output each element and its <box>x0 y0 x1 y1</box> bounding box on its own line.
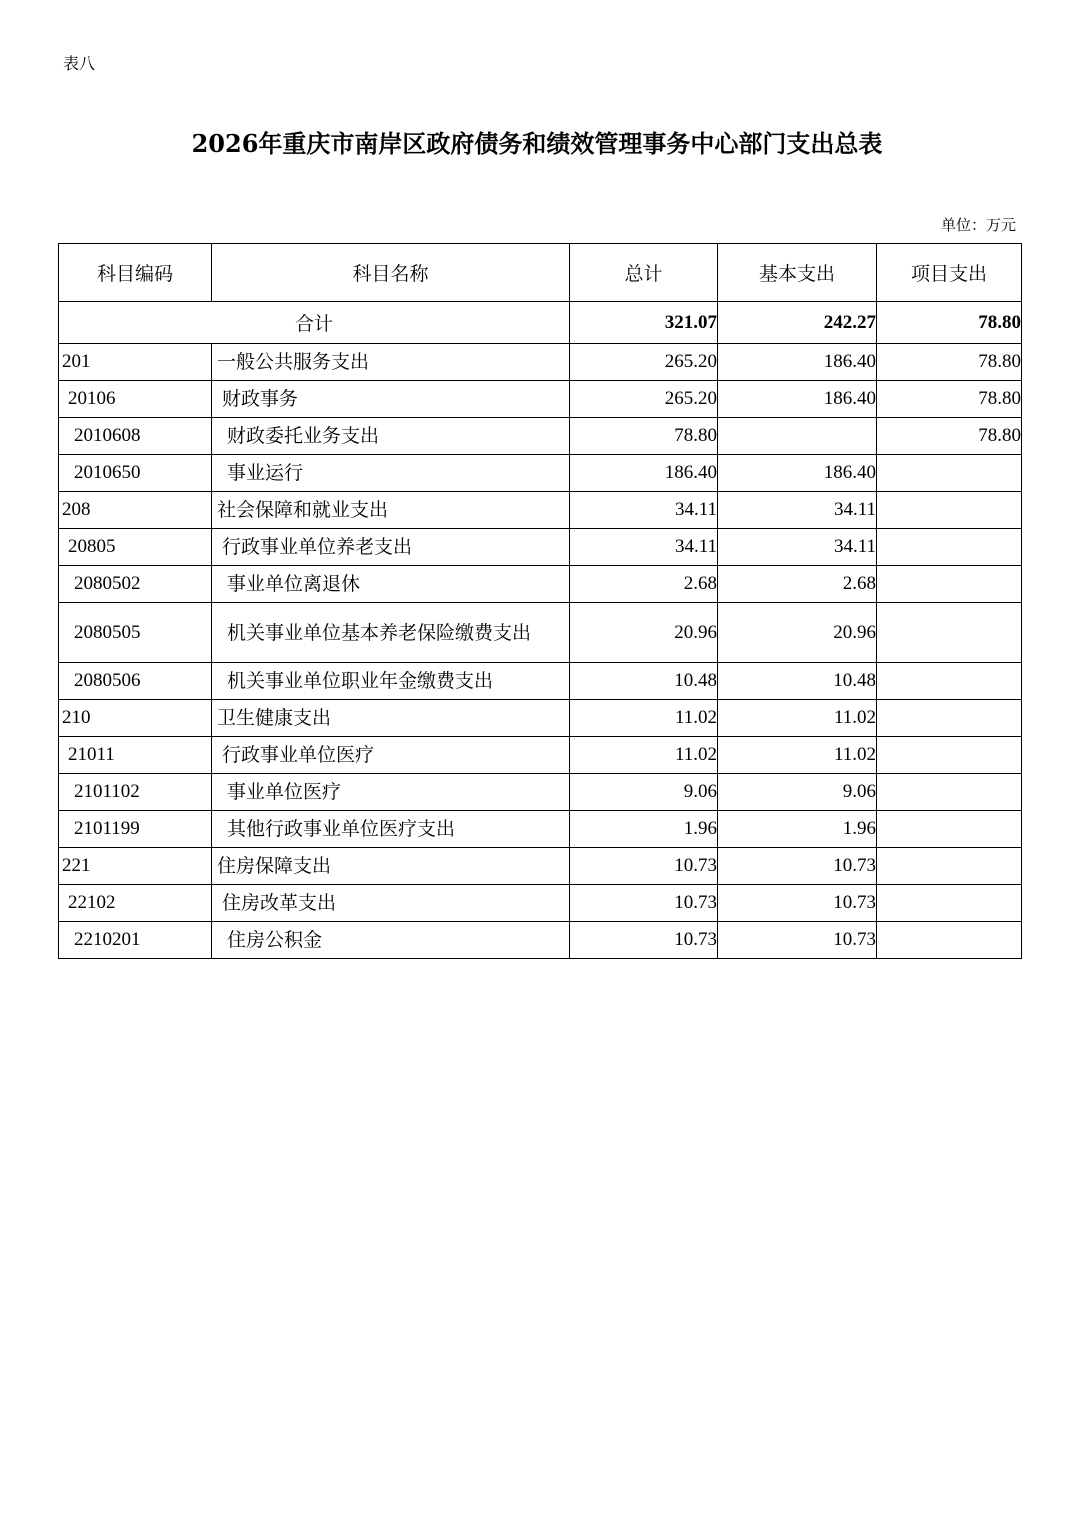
header-name: 科目名称 <box>212 244 570 302</box>
row-name: 社会保障和就业支出 <box>212 492 570 529</box>
total-basic: 242.27 <box>718 302 877 344</box>
row-name: 机关事业单位基本养老保险缴费支出 <box>212 603 570 663</box>
row-basic: 186.40 <box>718 344 877 381</box>
table-row <box>59 566 1022 603</box>
total-project: 78.80 <box>877 302 1022 344</box>
row-code: 2080506 <box>59 663 212 700</box>
row-total: 2.68 <box>570 566 718 603</box>
row-total: 34.11 <box>570 529 718 566</box>
row-code: 221 <box>59 848 212 885</box>
row-project <box>877 529 1022 566</box>
row-project: 78.80 <box>877 344 1022 381</box>
header-total: 总计 <box>570 244 718 302</box>
row-name: 住房改革支出 <box>212 885 570 922</box>
unit-label: 单位：万元 <box>940 216 1016 234</box>
row-code: 20106 <box>59 381 212 418</box>
row-name: 卫生健康支出 <box>212 700 570 737</box>
row-total: 11.02 <box>570 737 718 774</box>
header-basic: 基本支出 <box>718 244 877 302</box>
row-project <box>877 455 1022 492</box>
row-total: 1.96 <box>570 811 718 848</box>
row-basic: 10.73 <box>718 848 877 885</box>
row-total: 10.48 <box>570 663 718 700</box>
row-basic: 2.68 <box>718 566 877 603</box>
row-total: 9.06 <box>570 774 718 811</box>
table-row <box>59 603 1022 663</box>
row-name: 行政事业单位医疗 <box>212 737 570 774</box>
total-row <box>59 302 1022 344</box>
table-row <box>59 737 1022 774</box>
row-project <box>877 603 1022 663</box>
row-project <box>877 700 1022 737</box>
row-name: 财政事务 <box>212 381 570 418</box>
row-code: 2010608 <box>59 418 212 455</box>
header-project: 项目支出 <box>877 244 1022 302</box>
row-basic: 34.11 <box>718 529 877 566</box>
table-row <box>59 492 1022 529</box>
row-name: 财政委托业务支出 <box>212 418 570 455</box>
row-code: 201 <box>59 344 212 381</box>
row-project <box>877 811 1022 848</box>
table-row <box>59 455 1022 492</box>
row-basic: 11.02 <box>718 700 877 737</box>
row-name: 机关事业单位职业年金缴费支出 <box>212 663 570 700</box>
row-total: 265.20 <box>570 344 718 381</box>
row-name: 行政事业单位养老支出 <box>212 529 570 566</box>
row-code: 22102 <box>59 885 212 922</box>
row-code: 2101199 <box>59 811 212 848</box>
row-project <box>877 774 1022 811</box>
row-name: 事业运行 <box>212 455 570 492</box>
page-title: 2026年重庆市南岸区政府债务和绩效管理事务中心部门支出总表 <box>191 129 883 158</box>
row-basic: 20.96 <box>718 603 877 663</box>
row-project <box>877 885 1022 922</box>
row-basic <box>718 418 877 455</box>
row-name: 住房公积金 <box>212 922 570 959</box>
row-project <box>877 737 1022 774</box>
table-row <box>59 811 1022 848</box>
table-row <box>59 922 1022 959</box>
expenditure-table <box>58 243 1022 959</box>
row-total: 10.73 <box>570 922 718 959</box>
row-name: 一般公共服务支出 <box>212 344 570 381</box>
row-basic: 34.11 <box>718 492 877 529</box>
row-code: 2101102 <box>59 774 212 811</box>
header-row <box>59 244 1022 302</box>
row-code: 210 <box>59 700 212 737</box>
row-total: 34.11 <box>570 492 718 529</box>
row-basic: 9.06 <box>718 774 877 811</box>
row-total: 11.02 <box>570 700 718 737</box>
row-total: 20.96 <box>570 603 718 663</box>
row-code: 20805 <box>59 529 212 566</box>
table-row <box>59 774 1022 811</box>
table-row <box>59 885 1022 922</box>
row-total: 186.40 <box>570 455 718 492</box>
row-code: 2080505 <box>59 603 212 663</box>
row-basic: 10.73 <box>718 885 877 922</box>
table-row <box>59 344 1022 381</box>
row-name: 其他行政事业单位医疗支出 <box>212 811 570 848</box>
total-label: 合计 <box>59 302 570 344</box>
row-code: 2080502 <box>59 566 212 603</box>
table-row <box>59 381 1022 418</box>
row-basic: 10.48 <box>718 663 877 700</box>
table-row <box>59 663 1022 700</box>
row-name: 事业单位医疗 <box>212 774 570 811</box>
table-row <box>59 848 1022 885</box>
row-basic: 10.73 <box>718 922 877 959</box>
row-total: 10.73 <box>570 885 718 922</box>
row-project <box>877 848 1022 885</box>
header-code: 科目编码 <box>59 244 212 302</box>
table-row <box>59 418 1022 455</box>
row-basic: 186.40 <box>718 455 877 492</box>
row-project <box>877 922 1022 959</box>
row-total: 10.73 <box>570 848 718 885</box>
row-code: 208 <box>59 492 212 529</box>
row-project: 78.80 <box>877 418 1022 455</box>
table-row <box>59 529 1022 566</box>
row-name: 事业单位离退休 <box>212 566 570 603</box>
table-number-label: 表八 <box>63 54 96 73</box>
total-total: 321.07 <box>570 302 718 344</box>
row-basic: 186.40 <box>718 381 877 418</box>
table-row <box>59 700 1022 737</box>
row-code: 2210201 <box>59 922 212 959</box>
row-total: 78.80 <box>570 418 718 455</box>
row-basic: 11.02 <box>718 737 877 774</box>
row-project <box>877 492 1022 529</box>
row-code: 2010650 <box>59 455 212 492</box>
row-name: 住房保障支出 <box>212 848 570 885</box>
row-project <box>877 566 1022 603</box>
row-basic: 1.96 <box>718 811 877 848</box>
row-code: 21011 <box>59 737 212 774</box>
row-project <box>877 663 1022 700</box>
row-project: 78.80 <box>877 381 1022 418</box>
row-total: 265.20 <box>570 381 718 418</box>
